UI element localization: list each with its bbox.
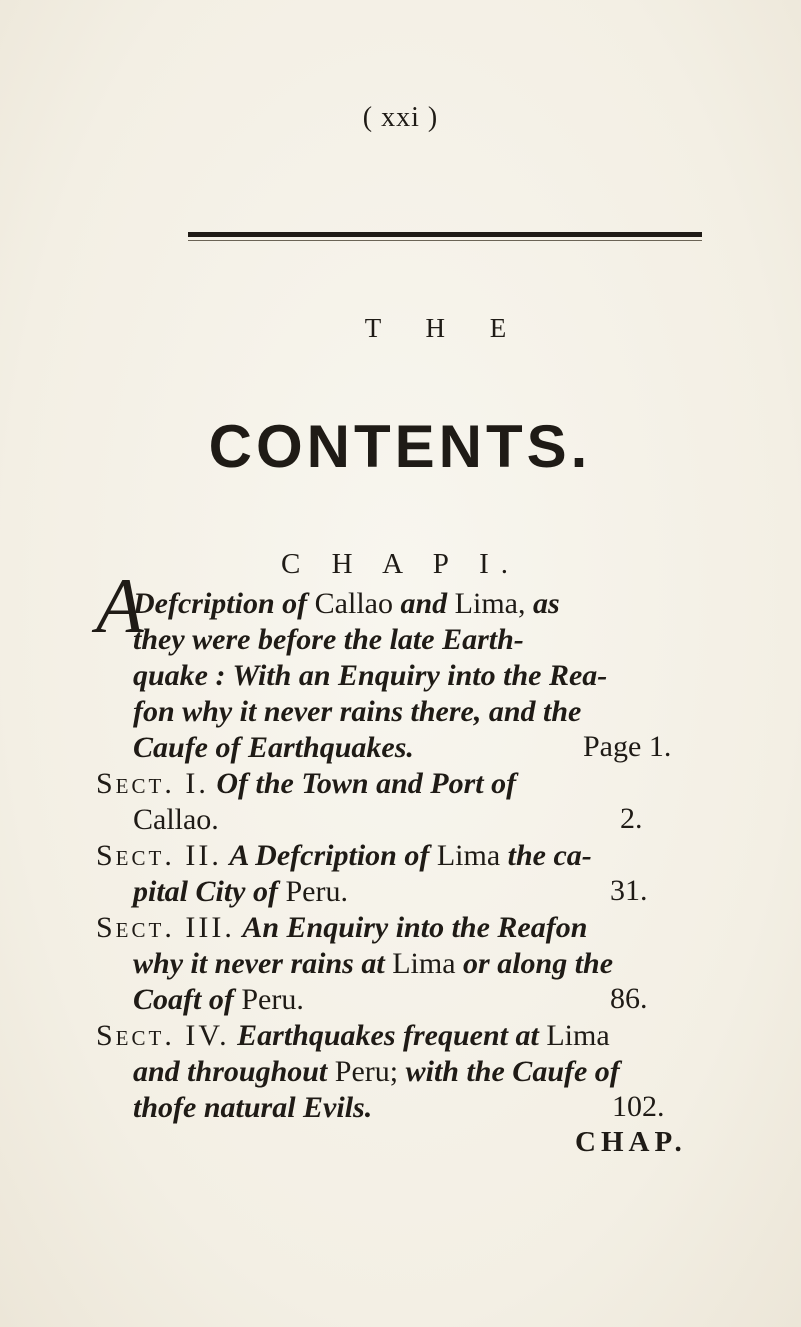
heading-contents: CONTENTS. (208, 413, 592, 480)
entry-line (96, 1018, 610, 1054)
place-name: Lima (392, 947, 456, 980)
entry-line (133, 982, 304, 1018)
page-folio: ( xxi ) (362, 102, 439, 133)
place-name: Lima, (454, 587, 526, 620)
page-number: 2. (620, 802, 643, 835)
section-label: Sect. I. (96, 767, 209, 800)
entry-text: Earthquakes frequent at (237, 1019, 539, 1052)
entry-text: A Defcription of (229, 839, 430, 872)
place-name: Peru. (241, 983, 304, 1016)
place-name: Lima (436, 839, 501, 872)
entry-text: pital City of (133, 875, 278, 908)
entry-text: the ca- (507, 839, 592, 872)
entry-line: quake : With an Enquiry into the Rea- (133, 659, 608, 692)
entry-text: with the Caufe of (405, 1055, 620, 1088)
catchword: CHAP. (575, 1126, 687, 1158)
entry-text: An Enquiry into the Reafon (242, 911, 588, 944)
section-label: Sect. IV. (96, 1019, 230, 1052)
entry-text: why it never rains at (133, 947, 385, 980)
entry-line (133, 586, 560, 622)
drop-cap: A (96, 562, 144, 649)
heading-the: T H E (364, 313, 526, 343)
entry-text: Defcription (133, 587, 275, 620)
entry-line (96, 838, 592, 874)
header-rule-thin (188, 240, 702, 241)
place-name: Callao (314, 587, 393, 620)
entry-line (133, 874, 348, 910)
place-name: Lima (546, 1019, 610, 1052)
entry-line (96, 766, 516, 802)
entry-line: Caufe of Earthquakes. (133, 731, 414, 764)
chapter-heading: C H A P I. (281, 548, 520, 580)
entry-text: of (282, 587, 308, 620)
entry-text: Coaft of (133, 983, 234, 1016)
entry-line (133, 1054, 620, 1090)
entry-line: fon why it never rains there, and the (133, 695, 582, 728)
entry-line (133, 946, 613, 982)
entry-line (96, 910, 587, 946)
entry-line: they were before the late Earth- (133, 623, 524, 656)
entry-text: as (532, 587, 560, 620)
page-number: 31. (610, 874, 648, 907)
place-name: Peru. (285, 875, 348, 908)
entry-line: Callao. (133, 803, 219, 836)
page-number: 86. (610, 982, 648, 1015)
page-number: 102. (612, 1090, 665, 1123)
header-rule (188, 232, 702, 237)
entry-line: thofe natural Evils. (133, 1091, 373, 1124)
page-number: Page 1. (583, 730, 672, 763)
place-name: Peru; (334, 1055, 399, 1088)
entry-text: and (400, 587, 448, 620)
entry-text: and throughout (133, 1055, 328, 1088)
entry-text: Of the Town and Port of (216, 767, 517, 800)
entry-text: or along the (463, 947, 614, 980)
section-label: Sect. III. (96, 911, 235, 944)
section-label: Sect. II. (96, 839, 222, 872)
